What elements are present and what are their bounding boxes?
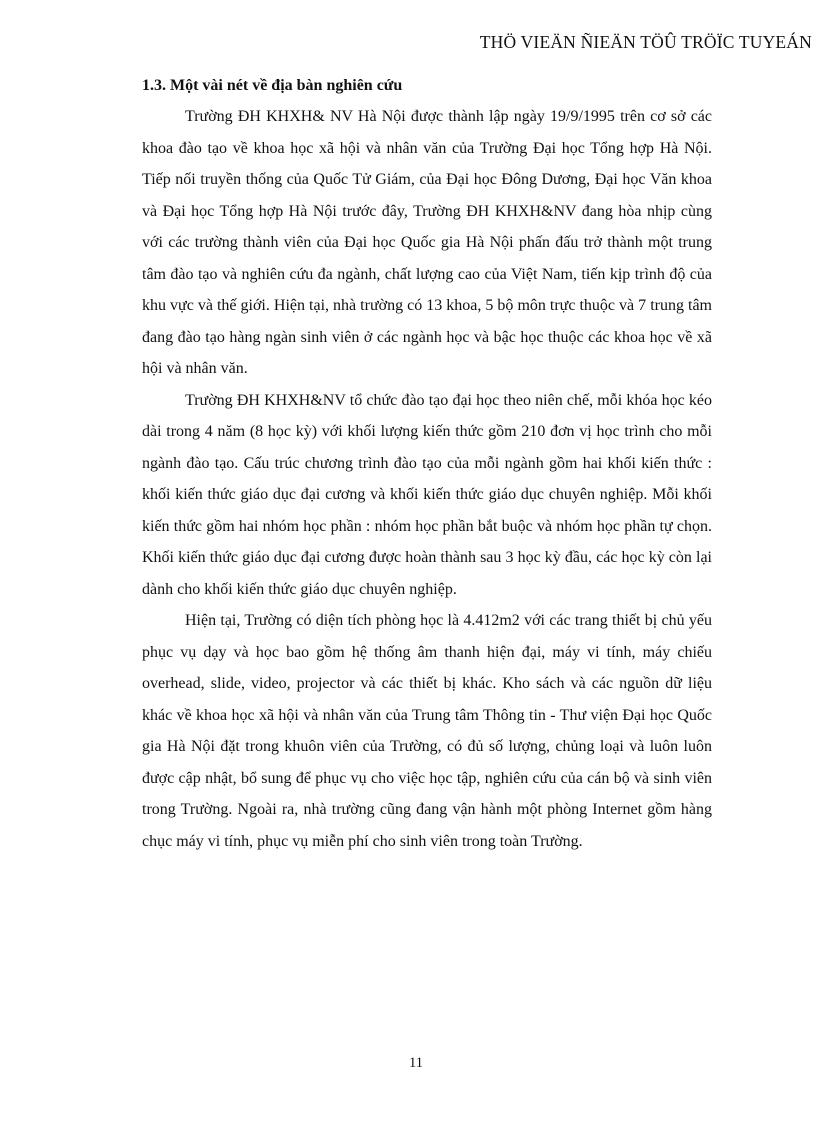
paragraph-curriculum: Trường ĐH KHXH&NV tổ chức đào tạo đại học theo niên chế, mỗi khóa học kéo dài trong 4 năm (8 học kỳ) với khối lượng kiến thức gồm 210 đơn vị học trình cho mỗi ngành đào tạo. Cấu trúc chương trình đào tạo của mỗi ngành gồm hai khối kiến thức : khối kiến thức giáo dục đại cương và khối kiến thức giáo dục chuyên nghiệp. Mỗi khối kiến thức gồm hai nhóm học phần : nhóm học phần bắt buộc và nhóm học phần tự chọn. Khối kiến thức giáo dục đại cương được hoàn thành sau 3 học kỳ đầu, các học kỳ còn lại dành cho khối kiến thức giáo dục chuyên nghiệp. bbox=[142, 391, 712, 598]
page-body bbox=[142, 76, 712, 857]
paragraph-facilities: Hiện tại, Trường có diện tích phòng học là 4.412m2 với các trang thiết bị chủ yếu phục vụ dạy và học bao gồm hệ thống âm thanh hiện đại, máy vi tính, máy chiếu overhead, slide, video, projector và các thiết bị khác. Kho sách và các nguồn dữ liệu khác về khoa học xã hội và nhân văn của Trung tâm Thông tin - Thư viện Đại học Quốc gia Hà Nội đặt trong khuôn viên của Trường, có đủ số lượng, chủng loại và luôn luôn được cập nhật, bổ sung để phục vụ cho việc học tập, nghiên cứu của cán bộ và sinh viên trong Trường. Ngoài ra, nhà trường cũng đang vận hành một phòng Internet gồm hàng chục máy vi tính, phục vụ miễn phí cho sinh viên trong toàn Trường. bbox=[142, 612, 712, 850]
page-number: 11 bbox=[409, 1055, 423, 1071]
running-header: THÖ VIEÄN ÑIEÄN TÖÛ TRÖÏC TUYEÁN bbox=[479, 32, 812, 52]
section-heading: 1.3. Một vài nét về địa bàn nghiên cứu bbox=[142, 77, 403, 94]
paragraph-history: Trường ĐH KHXH& NV Hà Nội được thành lập ngày 19/9/1995 trên cơ sở các khoa đào tạo về khoa học xã hội và nhân văn của Trường Đại học Tổng hợp Hà Nội. Tiếp nối truyền thống của Quốc Tử Giám, của Đại học Đông Dương, Đại học Văn khoa và Đại học Tổng hợp Hà Nội trước đây, Trường ĐH KHXH&NV đang hòa nhịp cùng với các trường thành viên của Đại học Quốc gia Hà Nội phấn đấu trở thành một trung tâm đào tạo và nghiên cứu đa ngành, chất lượng cao của Việt Nam, tiến kịp trình độ của khu vực và thế giới. Hiện tại, nhà trường có 13 khoa, 5 bộ môn trực thuộc và 7 trung tâm đang đào tạo hàng ngàn sinh viên ở các ngành học và bậc học thuộc các khoa học về xã hội và nhân văn. bbox=[142, 108, 712, 377]
